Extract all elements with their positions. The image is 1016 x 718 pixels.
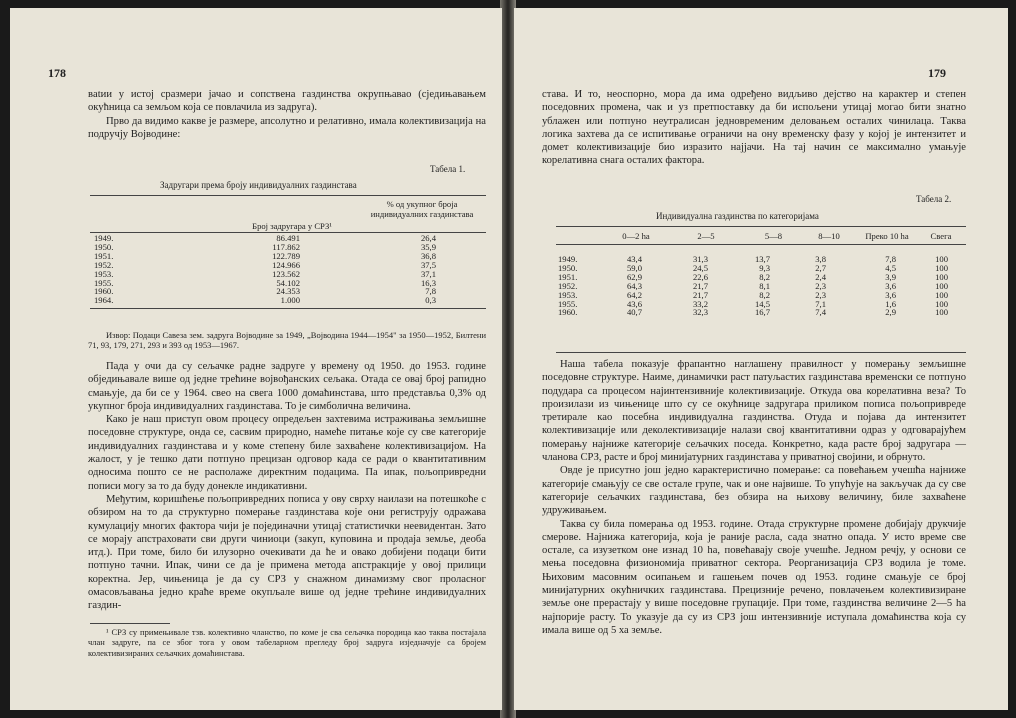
table1-percent-header: % од укупног броја индивидуалних газдинстава [370, 199, 474, 219]
table2-column-header: 2—5 [697, 231, 715, 241]
table1-rule-top [90, 195, 486, 196]
table-cell-value: 100 [935, 262, 948, 273]
table1-source-note: Извор: Подаци Савеза зем. задруга Војводине за 1949, „Војводина 1944—1954" за 1950—1952, Билтени 71, 93, 179, 271, 293 и 393 од 1953—1967. [88, 330, 486, 351]
left-page [10, 8, 502, 710]
table-cell-value: 7,8 [885, 254, 896, 264]
table-cell-value: 62,9 [626, 271, 642, 282]
table1-count-header: Број задругара у СРЗ¹ [252, 221, 332, 231]
table-cell-year: 1953. [94, 268, 114, 279]
table-cell-value: 2,9 [885, 307, 896, 318]
table-cell-count: 86.491 [276, 233, 300, 243]
table-cell-value: 3,6 [885, 289, 896, 300]
table-cell-value: 2,3 [815, 280, 826, 291]
right-body-text [542, 358, 966, 637]
table-cell-count: 124.966 [272, 259, 300, 270]
table-cell-value: 43,4 [626, 254, 642, 264]
table-cell-year: 1951. [558, 271, 578, 282]
table2-column-header: Преко 10 ha [865, 231, 909, 241]
table1-years-column [94, 234, 154, 305]
top-paragraph: вatии у истој сразмери јачао и сопствена газдинства окрупњавао (сједињавањем окућница са земљом која се повлачила из задруга). Прво да видимо какве је размере, апсолутно и релативно, имала колективизација на подручју Војводине: [88, 89, 486, 140]
table-cell-value: 64,2 [626, 289, 642, 300]
table-cell-count: 54.102 [276, 277, 300, 288]
table-cell-value: 14,5 [754, 298, 770, 309]
table-cell-value: 8,2 [759, 271, 770, 282]
table-cell-value: 21,7 [692, 289, 708, 300]
table2-column-c3 [736, 255, 770, 317]
table-cell-year: 1952. [558, 280, 578, 291]
table-cell-year: 1950. [558, 262, 578, 273]
table-cell-value: 100 [935, 289, 948, 300]
table-cell-value: 64,3 [626, 280, 642, 291]
table2-column-header: 8—10 [818, 231, 840, 241]
table-cell-value: 40,7 [626, 307, 642, 318]
table1-counts-column [240, 234, 300, 305]
table-cell-percent: 0,3 [425, 295, 436, 306]
table-cell-year: 1953. [558, 289, 578, 300]
table2-column-header: 5—8 [764, 231, 783, 241]
table-cell-percent: 37,1 [420, 268, 436, 279]
table-cell-value: 100 [935, 280, 948, 291]
table-cell-value: 3,8 [815, 254, 826, 264]
right-page [514, 8, 1008, 710]
footnote-rule [90, 623, 170, 624]
table2-rule-bottom [556, 352, 966, 353]
table-cell-value: 32,3 [692, 307, 708, 318]
page-number: 178 [48, 66, 66, 80]
body-paragraph: Наша табела показује фрапантно наглашену правилност у померању земљишне поседовне структуре. Наиме, динамички раст патуљастих газдинстава временски се потпуно подудара са процесом најинтензивније колективизације. Откуда ова корелативна веза? То произилази из чињенице што су се окућнице задругара приликом пописа пољопривреде третирале као посебна индивидуална газдинства. Отуда и појава да интензитет колективизације или деколективизације налази свој квантитативни одраз у одговарајућем померању најниже категорије сељачких поседа. Конкретно, када расте број задругара — чланова СРЗ, расте и број минијатурних газдинстава у приватној својини, и обрнуто. [542, 359, 966, 464]
page-number: 179 [928, 66, 946, 80]
table-cell-count: 123.562 [272, 268, 300, 279]
body-paragraph: Како је наш приступ овом процесу опредељен захтевима истраживања земљишне поседовне структуре, онда се, сасвим природно, намеће питање које су све категорије индивидуалних газдинстава и у коме степену биле захваћене колективизацијом. На жалост, у је тешко дати потпуно прецизан одговор када се ради о квантитативним односима пошто се не располаже директним подацима. Па ипак, пољопривредни пописи могу за то да буду донекле индикативни. [88, 414, 486, 492]
table-cell-year: 1949. [94, 233, 114, 243]
table-cell-value: 100 [935, 271, 948, 282]
table2-column-c4 [796, 255, 826, 317]
table-cell-percent: 35,9 [420, 241, 436, 252]
table-cell-value: 8,2 [759, 289, 770, 300]
body-paragraph: Овде је присутно још једно карактеристично померање: са повећањем учешћа најниже категорије смањују се све остале групе, чак и оне највише. То упућује на закључак да су све категорије сељачких газдинстава, без обзира на њихову величину, биле захваћене удруживањем. [542, 465, 966, 517]
table-cell-percent: 37,5 [420, 259, 436, 270]
table1-title: Задругари према броју индивидуалних газдинстава [160, 180, 357, 190]
top-paragraph: става. И то, неоспорно, мора да има одређено видљиво дејство на карактер и степен поседовних промена, чак и уз претпоставку да би испољени утицај могао бити знатно ублажен или потпуно неутралисан једновременим деловањем осталих чинилаца. Таква логика захтева да се испитивање ограничи на ону временску фазу у којој је интензитет и домет колективизације био изразито најјачи. На тај начин се максимално умањује корелативна снага осталих фактора. [542, 89, 966, 167]
table-cell-value: 2,7 [815, 262, 826, 273]
table-cell-year: 1951. [94, 250, 114, 261]
table-cell-count: 1.000 [280, 295, 300, 306]
table-cell-value: 31,3 [692, 254, 708, 264]
table-cell-year: 1955. [558, 298, 578, 309]
footnote: ¹ СРЗ су примењивале тзв. колективно чланство, по коме је сва сељачка породица као таква постајала члан задруге, па се због тога у овом табеларном прегледу број задруга изједначује са бројем колективизираних сељачких домаћинстава. [88, 627, 486, 658]
table-cell-value: 24,5 [692, 262, 708, 273]
table-cell-percent: 16,3 [420, 277, 436, 288]
table2-title: Индивидуална газдинства по категоријама [656, 211, 819, 221]
table-cell-value: 7,1 [815, 298, 826, 309]
table-cell-value: 33,2 [692, 298, 708, 309]
left-body-text [88, 360, 486, 613]
table1-rule-bottom [90, 308, 486, 309]
table-cell-value: 4,5 [885, 262, 896, 273]
body-paragraph: Пада у очи да су сељачке радне задруге у времену од 1950. до 1953. године обједињавале више од једне трећине војвођанских сељака. Отада се овај број рапидно смањује, да би се у 1964. свео на свега 1000 домаћинстава, што представља 0,3% од укупног броја индивидуалних газдинстава. То је симболична величина. [88, 361, 486, 412]
table-cell-value: 22,6 [692, 271, 708, 282]
table2-rule-top [556, 226, 966, 227]
table-cell-value: 8,1 [759, 280, 770, 291]
table-cell-value: 21,7 [692, 280, 708, 291]
table-cell-value: 7,4 [815, 307, 826, 318]
table-cell-value: 2,3 [815, 289, 826, 300]
intro-paragraph: Прво да видимо какве је размере, апсолутно и релативно, имала колективизација на подручју Војводине: [88, 115, 486, 140]
table-cell-year: 1955. [94, 277, 114, 288]
body-paragraph: Међутим, коришћење пољопривредних пописа у ову сврху наилази на потешкоће с обзиром на то да структурно померање газдинстава које они региструју одражава кумулацију многих фактора чији је појединачни утицај статистички неевидентан. Зато се морају апстраховати сви други чиниоци (закуп, куповина и продаја земље, деоба итд.). При томе, било би илузорно очекивати да ће и овако добијени подаци бити потпуно тачни. Ипак, чини се да је примена метода апстракције у овој прилици коректна. Јер, чињеница је да су СРЗ у снажном динамизму свог проласног омасовљавања једно краће време окупљале више од једне трећине индивидуалних газдин- [88, 493, 486, 612]
table-cell-year: 1950. [94, 241, 114, 252]
body-paragraph: Таква су била померања од 1953. године. Отада структурне промене добијају друкчије смерове. Најнижа категорија, која је раније расла, сада знатно опада. У исто време све остале, са изузетком оне изнад 10 ha, повећавају своје учешће. Једном речју, у основи се мења поседовна физиономија приватног сектора. Реорганизација СРЗ водила је томе. Њиховим масовним осипањем и гашењем почев од 1953. године смањује се број минијатурних окућничких газдинстава. Прецизније речено, повлачењем колективизиране земље оне прерастају у више поседовне групације. При томе, газдинства величине 2—5 ha најпорије расту. То указује да су из СРЗ још интензивније иступала домаћинства која су имала више од 5 ха земље. [542, 518, 966, 636]
table-cell-value: 100 [935, 307, 948, 318]
table-cell-value: 13,7 [754, 254, 770, 264]
table-cell-percent: 36,8 [420, 250, 436, 261]
table1-percents-column [396, 234, 436, 305]
table-cell-percent: 7,8 [425, 286, 436, 297]
table-cell-count: 122.789 [272, 250, 300, 261]
table-cell-value: 16,7 [754, 307, 770, 318]
table-cell-value: 100 [935, 298, 948, 309]
table-cell-year: 1952. [94, 259, 114, 270]
table2-column-c1 [606, 255, 642, 317]
table-cell-value: 9,3 [759, 262, 770, 273]
table2-column-c2 [670, 255, 708, 317]
table-cell-count: 117.862 [272, 241, 300, 252]
table2-rule-header [556, 244, 966, 245]
table2-column-years [558, 255, 598, 317]
table-cell-value: 43,6 [626, 298, 642, 309]
table-cell-percent: 26,4 [420, 233, 436, 243]
table2-column-c6 [918, 255, 948, 317]
table-cell-count: 24.353 [276, 286, 300, 297]
table-cell-year: 1964. [94, 295, 114, 306]
table-cell-value: 100 [935, 254, 948, 264]
table-cell-year: 1949. [558, 254, 578, 264]
table2-column-header: 0—2 ha [622, 231, 650, 241]
table2-label: Табела 2. [916, 194, 952, 204]
table-cell-value: 3,6 [885, 280, 896, 291]
table-cell-value: 1,6 [885, 298, 896, 309]
table2-column-header: Свега [930, 231, 952, 241]
table-cell-year: 1960. [94, 286, 114, 297]
table-cell-value: 3,9 [885, 271, 896, 282]
table-cell-year: 1960. [558, 307, 578, 318]
table1-label: Табела 1. [430, 164, 466, 174]
table-cell-value: 59,0 [626, 262, 642, 273]
table-cell-value: 2,4 [815, 271, 826, 282]
table2-column-c5 [860, 255, 896, 317]
